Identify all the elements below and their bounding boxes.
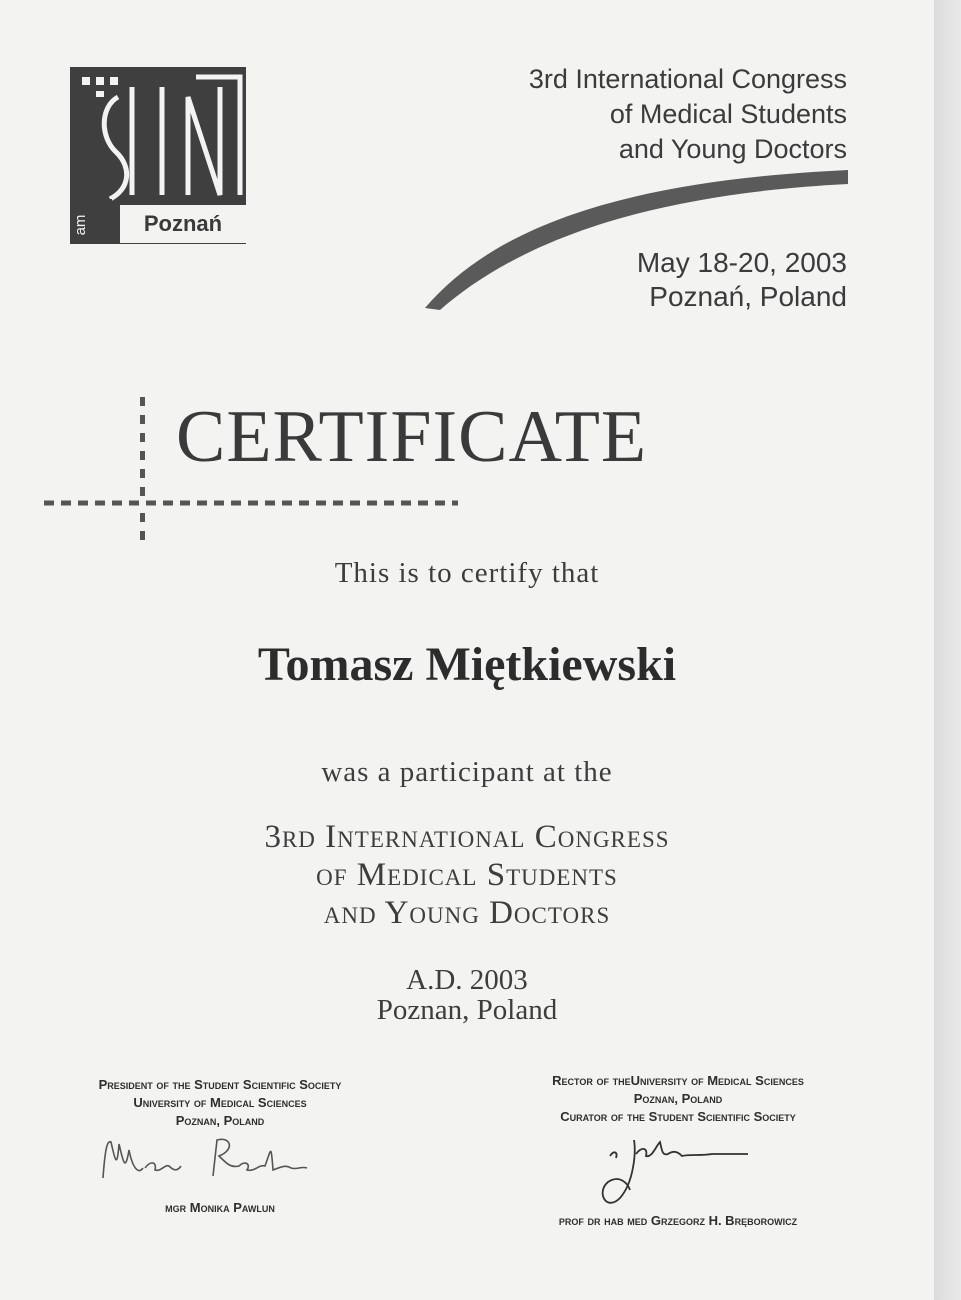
congress-line: and Young Doctors — [618, 134, 847, 164]
certificate-title: CERTIFICATE — [176, 396, 648, 478]
event-location: Poznań, Poland — [649, 281, 847, 312]
congress-header — [529, 62, 847, 167]
certify-text: This is to certify that — [334, 557, 600, 589]
event-year: A.D. 2003 — [406, 964, 528, 996]
signatory-title-line: University of Medical Sciences — [133, 1095, 307, 1110]
congress-line: 3rd International Congress — [528, 64, 847, 94]
event-place: Poznan, Poland — [376, 994, 558, 1026]
left-signatory-name: mgr Monika Pawlun — [165, 1200, 275, 1215]
signatory-title-line: Poznan, Poland — [175, 1113, 265, 1128]
right-signature — [590, 1132, 760, 1212]
recipient-name: Tomasz Miętkiewski — [257, 638, 677, 691]
event-line: and Young Doctors — [323, 895, 611, 931]
congress-line: of Medical Students — [609, 99, 847, 129]
right-signatory-name: prof dr hab med Grzegorz H. Bręborowicz — [558, 1213, 798, 1228]
signatory-title-line: President of the Student Scientific Society — [98, 1077, 342, 1092]
event-date: May 18-20, 2003 — [636, 247, 847, 278]
left-signature — [95, 1130, 315, 1190]
left-signatory-title — [40, 1076, 400, 1130]
event-line: of Medical Students — [316, 857, 618, 893]
event-date-location — [637, 246, 847, 314]
signatory-title-line: Rector of theUniversity of Medical Sciences — [552, 1073, 804, 1088]
logo-city: Poznań — [120, 205, 246, 243]
university-logo — [70, 67, 246, 244]
event-year-place — [0, 965, 934, 1025]
signatory-title-line: Curator of the Student Scientific Society — [560, 1109, 796, 1124]
participation-text: was a participant at the — [321, 756, 613, 788]
signatory-title-line: Poznan, Poland — [633, 1091, 723, 1106]
event-line: 3rd International Congress — [264, 819, 670, 855]
paper-edge — [934, 0, 961, 1300]
right-signatory-title — [478, 1072, 878, 1126]
event-name — [0, 818, 934, 932]
logo-am-text: am — [72, 214, 89, 236]
